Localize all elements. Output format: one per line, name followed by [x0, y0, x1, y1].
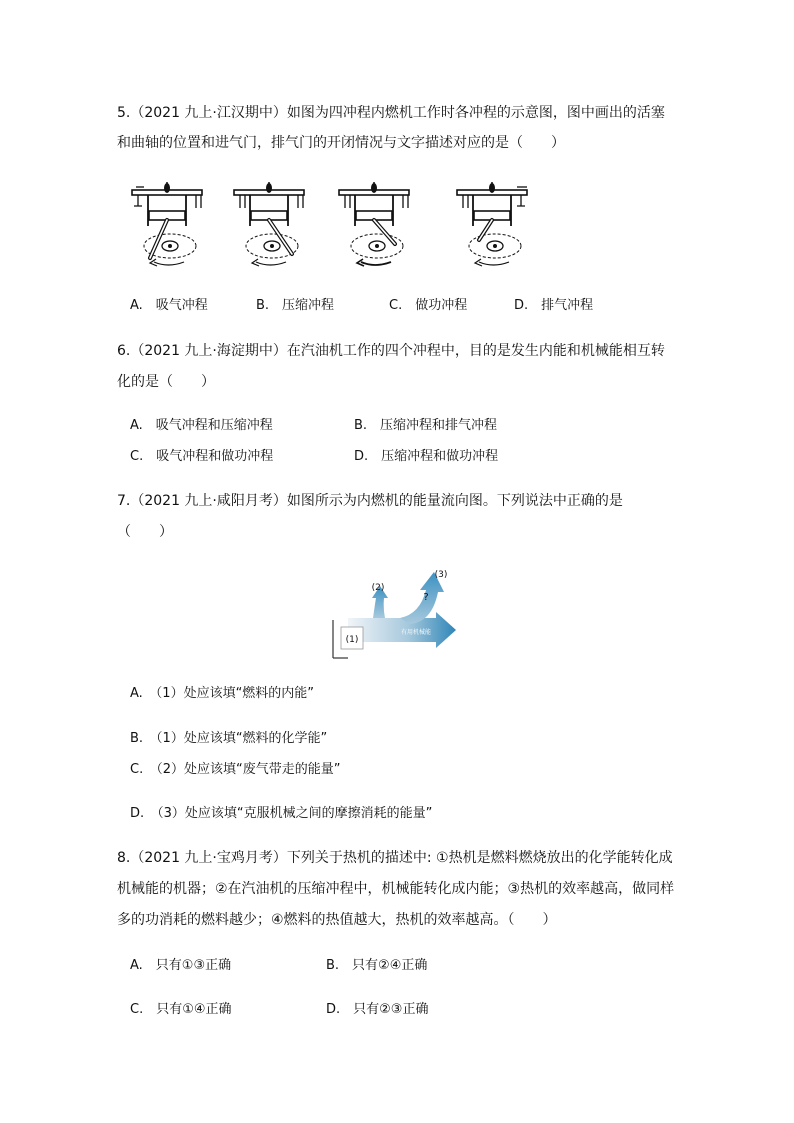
q5-stem-line2: 和曲轴的位置和进气门，排气门的开闭情况与文字描述对应的是（ ） [117, 135, 565, 151]
q8-option-c[interactable]: C. 只有①④正确 [130, 1002, 232, 1017]
q8-option-d[interactable]: D. 只有②③正确 [326, 1002, 429, 1017]
flow-useful-energy-label: 有用机械能 [400, 629, 432, 636]
q5-option-a[interactable]: A. 吸气冲程 [130, 298, 208, 313]
q7-stem-line1: 7.（2021 九上·咸阳月考）如图所示为内燃机的能量流向图。下列说法中正确的是 [117, 493, 623, 509]
flow-label-2: (2) [371, 583, 385, 593]
q5-option-b[interactable]: B. 压缩冲程 [256, 298, 335, 313]
q7-option-b[interactable]: B. （1）处应该填“燃料的化学能” [130, 731, 328, 746]
q8-stem-line2: 机械能的机器；②在汽油机的压缩冲程中，机械能转化成内能；③热机的效率越高，做同样 [117, 881, 675, 897]
flow-label-3: (3) [434, 570, 448, 580]
flow-label-1: (1) [345, 635, 359, 645]
q5-option-c[interactable]: C. 做功冲程 [389, 298, 468, 313]
engine-strokes-figure [128, 178, 558, 273]
q7-option-d[interactable]: D. （3）处应该填“克服机械之间的摩擦消耗的能量” [130, 806, 433, 821]
q6-stem-line2: 化的是（ ） [117, 374, 215, 390]
q5-stem-line1: 5.（2021 九上·江汉期中）如图为四冲程内燃机工作时各冲程的示意图，图中画出的活塞 [117, 105, 665, 121]
engine-diagram-b [234, 182, 304, 266]
q8-stem-line3: 多的功消耗的燃料越少；④燃料的热值越大，热机的效率越高。（ ） [117, 912, 557, 928]
q6-option-c[interactable]: C. 吸气冲程和做功冲程 [130, 449, 274, 464]
flow-question-mark: ? [423, 592, 429, 603]
q7-option-c[interactable]: C. （2）处应该填“废气带走的能量” [130, 762, 341, 777]
q6-stem-line1: 6.（2021 九上·海淀期中）在汽油机工作的四个冲程中，目的是发生内能和机械能相互转 [117, 343, 665, 359]
q8-option-b[interactable]: B. 只有②④正确 [326, 958, 428, 973]
engine-diagram-c [339, 182, 409, 266]
q8-option-a[interactable]: A. 只有①③正确 [130, 958, 232, 973]
q6-option-a[interactable]: A. 吸气冲程和压缩冲程 [130, 418, 273, 433]
energy-flow-figure [328, 560, 463, 662]
q8-stem-line1: 8.（2021 九上·宝鸡月考）下列关于热机的描述中: ①热机是燃料燃烧放出的化学能转化成 [117, 850, 673, 866]
q7-option-a[interactable]: A. （1）处应该填“燃料的内能” [130, 686, 315, 701]
q7-stem-line2: （ ） [117, 524, 173, 540]
q6-option-b[interactable]: B. 压缩冲程和排气冲程 [354, 418, 498, 433]
q5-option-d[interactable]: D. 排气冲程 [514, 298, 594, 313]
engine-diagram-a [132, 182, 202, 266]
q6-option-d[interactable]: D. 压缩冲程和做功冲程 [354, 449, 499, 464]
engine-diagram-d [457, 182, 527, 266]
